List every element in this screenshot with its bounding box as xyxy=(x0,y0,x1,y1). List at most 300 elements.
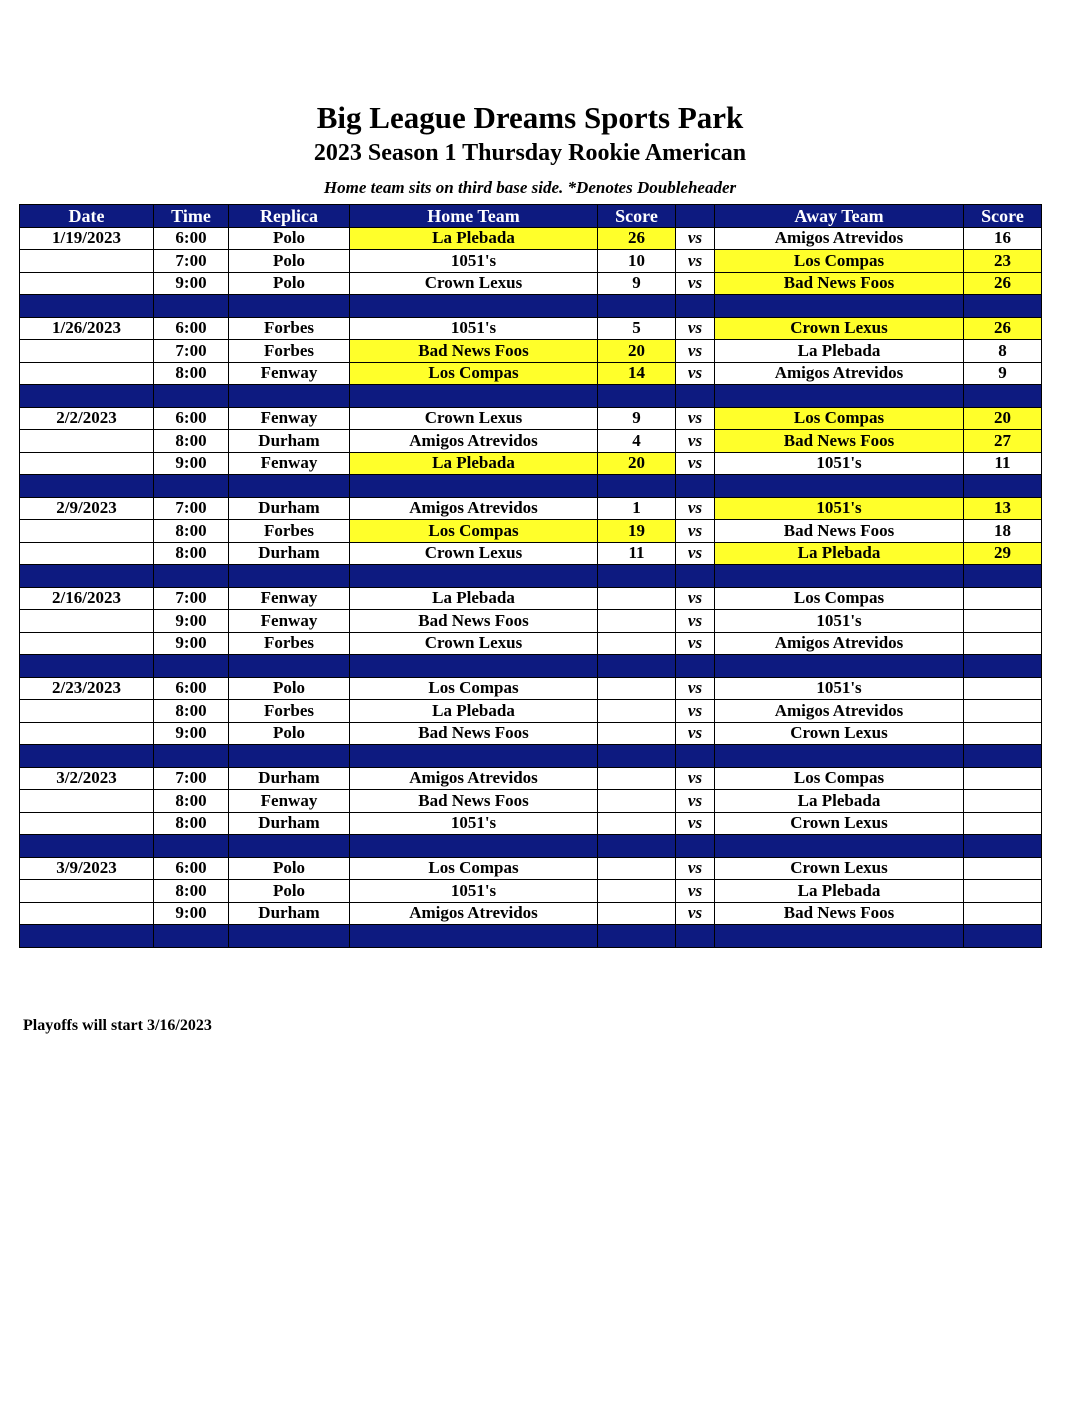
date-cell: 2/16/2023 xyxy=(20,587,154,610)
separator-cell xyxy=(715,925,964,948)
separator-cell xyxy=(598,925,676,948)
away-team-cell: Bad News Foos xyxy=(715,902,964,925)
vs-cell: vs xyxy=(676,880,715,903)
field-cell: Forbes xyxy=(229,340,350,363)
col-header-date: Date xyxy=(20,205,154,228)
vs-cell: vs xyxy=(676,902,715,925)
vs-cell: vs xyxy=(676,587,715,610)
col-header-replica: Replica xyxy=(229,205,350,228)
time-cell: 8:00 xyxy=(154,362,229,385)
home-team-cell: 1051's xyxy=(350,880,598,903)
home-team-cell: Los Compas xyxy=(350,520,598,543)
separator-cell xyxy=(964,835,1042,858)
vs-cell: vs xyxy=(676,677,715,700)
separator-cell xyxy=(154,745,229,768)
time-cell: 9:00 xyxy=(154,610,229,633)
time-cell: 8:00 xyxy=(154,700,229,723)
home-score-cell: 20 xyxy=(598,340,676,363)
away-team-cell: 1051's xyxy=(715,677,964,700)
home-team-cell: Bad News Foos xyxy=(350,340,598,363)
week-separator-row xyxy=(20,295,1042,318)
vs-cell: vs xyxy=(676,317,715,340)
date-cell: 1/19/2023 xyxy=(20,227,154,250)
away-team-cell: Amigos Atrevidos xyxy=(715,227,964,250)
separator-cell xyxy=(229,295,350,318)
separator-cell xyxy=(676,745,715,768)
game-row xyxy=(20,790,1042,813)
separator-cell xyxy=(964,565,1042,588)
vs-cell: vs xyxy=(676,272,715,295)
away-score-cell xyxy=(964,610,1042,633)
home-score-cell xyxy=(598,677,676,700)
game-row xyxy=(20,767,1042,790)
away-team-cell: Crown Lexus xyxy=(715,857,964,880)
time-cell: 6:00 xyxy=(154,677,229,700)
separator-cell xyxy=(20,925,154,948)
home-team-cell: Los Compas xyxy=(350,362,598,385)
separator-cell xyxy=(715,295,964,318)
separator-cell xyxy=(350,655,598,678)
playoffs-note: Playoffs will start 3/16/2023 xyxy=(23,1017,212,1034)
col-header-away-score: Score xyxy=(964,205,1042,228)
field-cell: Fenway xyxy=(229,587,350,610)
home-score-cell: 4 xyxy=(598,430,676,453)
separator-cell xyxy=(350,745,598,768)
separator-cell xyxy=(20,835,154,858)
game-row xyxy=(20,362,1042,385)
away-score-cell: 8 xyxy=(964,340,1042,363)
away-score-cell: 18 xyxy=(964,520,1042,543)
game-row xyxy=(20,452,1042,475)
separator-cell xyxy=(598,295,676,318)
home-score-cell: 1 xyxy=(598,497,676,520)
home-score-cell: 9 xyxy=(598,272,676,295)
home-score-cell xyxy=(598,857,676,880)
away-score-cell: 27 xyxy=(964,430,1042,453)
vs-cell: vs xyxy=(676,227,715,250)
separator-cell xyxy=(676,925,715,948)
field-cell: Polo xyxy=(229,880,350,903)
separator-cell xyxy=(20,565,154,588)
separator-cell xyxy=(20,295,154,318)
field-cell: Fenway xyxy=(229,407,350,430)
game-row xyxy=(20,520,1042,543)
away-team-cell: 1051's xyxy=(715,452,964,475)
field-cell: Polo xyxy=(229,227,350,250)
home-team-cell: 1051's xyxy=(350,317,598,340)
away-score-cell xyxy=(964,880,1042,903)
separator-cell xyxy=(229,745,350,768)
schedule-body xyxy=(20,227,1042,947)
separator-cell xyxy=(350,295,598,318)
page-title: Big League Dreams Sports Park xyxy=(316,100,744,135)
separator-cell xyxy=(154,295,229,318)
week-separator-row xyxy=(20,835,1042,858)
time-cell: 9:00 xyxy=(154,722,229,745)
away-team-cell: 1051's xyxy=(715,610,964,633)
separator-cell xyxy=(715,745,964,768)
away-team-cell: Los Compas xyxy=(715,587,964,610)
home-score-cell: 26 xyxy=(598,227,676,250)
separator-cell xyxy=(20,385,154,408)
home-team-cell: La Plebada xyxy=(350,452,598,475)
date-cell: 3/9/2023 xyxy=(20,857,154,880)
time-cell: 8:00 xyxy=(154,430,229,453)
home-team-cell: Los Compas xyxy=(350,857,598,880)
date-cell xyxy=(20,700,154,723)
separator-cell xyxy=(598,385,676,408)
schedule-table xyxy=(19,204,1042,948)
vs-cell: vs xyxy=(676,520,715,543)
away-team-cell: Amigos Atrevidos xyxy=(715,700,964,723)
separator-cell xyxy=(964,925,1042,948)
time-cell: 8:00 xyxy=(154,790,229,813)
home-score-cell xyxy=(598,790,676,813)
time-cell: 7:00 xyxy=(154,340,229,363)
separator-cell xyxy=(715,565,964,588)
field-cell: Durham xyxy=(229,767,350,790)
game-row xyxy=(20,880,1042,903)
header-row xyxy=(20,205,1042,228)
field-cell: Forbes xyxy=(229,700,350,723)
time-cell: 8:00 xyxy=(154,542,229,565)
separator-cell xyxy=(715,385,964,408)
home-score-cell: 9 xyxy=(598,407,676,430)
game-row xyxy=(20,632,1042,655)
away-score-cell xyxy=(964,700,1042,723)
home-team-cell: Crown Lexus xyxy=(350,632,598,655)
away-team-cell: Crown Lexus xyxy=(715,317,964,340)
home-score-cell xyxy=(598,632,676,655)
separator-cell xyxy=(676,655,715,678)
game-row xyxy=(20,700,1042,723)
home-score-cell: 14 xyxy=(598,362,676,385)
home-team-cell: Amigos Atrevidos xyxy=(350,902,598,925)
date-cell xyxy=(20,790,154,813)
vs-cell: vs xyxy=(676,722,715,745)
date-cell: 2/2/2023 xyxy=(20,407,154,430)
home-score-cell xyxy=(598,610,676,633)
col-header-home-team: Home Team xyxy=(350,205,598,228)
away-team-cell: Bad News Foos xyxy=(715,430,964,453)
home-team-cell: La Plebada xyxy=(350,227,598,250)
separator-cell xyxy=(598,745,676,768)
home-score-cell: 11 xyxy=(598,542,676,565)
vs-cell: vs xyxy=(676,340,715,363)
col-header-away-team: Away Team xyxy=(715,205,964,228)
away-score-cell xyxy=(964,790,1042,813)
field-cell: Durham xyxy=(229,542,350,565)
away-score-cell: 20 xyxy=(964,407,1042,430)
separator-cell xyxy=(964,385,1042,408)
game-row xyxy=(20,227,1042,250)
away-team-cell: La Plebada xyxy=(715,880,964,903)
separator-cell xyxy=(964,745,1042,768)
separator-cell xyxy=(676,385,715,408)
field-cell: Fenway xyxy=(229,790,350,813)
field-cell: Durham xyxy=(229,812,350,835)
time-cell: 6:00 xyxy=(154,857,229,880)
vs-cell: vs xyxy=(676,767,715,790)
date-cell xyxy=(20,880,154,903)
separator-cell xyxy=(964,655,1042,678)
date-cell xyxy=(20,430,154,453)
separator-cell xyxy=(154,475,229,498)
game-row xyxy=(20,610,1042,633)
separator-cell xyxy=(598,655,676,678)
home-team-cell: Amigos Atrevidos xyxy=(350,497,598,520)
away-score-cell xyxy=(964,902,1042,925)
separator-cell xyxy=(154,565,229,588)
date-cell: 1/26/2023 xyxy=(20,317,154,340)
date-cell xyxy=(20,250,154,273)
date-cell xyxy=(20,272,154,295)
separator-cell xyxy=(350,385,598,408)
separator-cell xyxy=(154,835,229,858)
separator-cell xyxy=(20,475,154,498)
separator-cell xyxy=(676,835,715,858)
home-team-cell: La Plebada xyxy=(350,587,598,610)
game-row xyxy=(20,542,1042,565)
vs-cell: vs xyxy=(676,362,715,385)
away-team-cell: La Plebada xyxy=(715,790,964,813)
separator-cell xyxy=(229,475,350,498)
away-team-cell: Amigos Atrevidos xyxy=(715,362,964,385)
away-score-cell: 13 xyxy=(964,497,1042,520)
home-score-cell xyxy=(598,880,676,903)
separator-cell xyxy=(598,835,676,858)
away-score-cell xyxy=(964,632,1042,655)
vs-cell: vs xyxy=(676,610,715,633)
date-cell: 3/2/2023 xyxy=(20,767,154,790)
field-cell: Forbes xyxy=(229,632,350,655)
game-row xyxy=(20,587,1042,610)
time-cell: 6:00 xyxy=(154,407,229,430)
week-separator-row xyxy=(20,385,1042,408)
time-cell: 8:00 xyxy=(154,880,229,903)
col-header-home-score: Score xyxy=(598,205,676,228)
home-score-cell xyxy=(598,700,676,723)
date-cell xyxy=(20,632,154,655)
away-score-cell: 26 xyxy=(964,317,1042,340)
game-row xyxy=(20,677,1042,700)
separator-cell xyxy=(229,925,350,948)
away-score-cell xyxy=(964,812,1042,835)
field-cell: Fenway xyxy=(229,610,350,633)
field-cell: Fenway xyxy=(229,452,350,475)
separator-cell xyxy=(20,655,154,678)
header-note: Home team sits on third base side. *Denotes Doubleheader xyxy=(323,178,737,197)
away-score-cell: 16 xyxy=(964,227,1042,250)
separator-cell xyxy=(350,475,598,498)
home-score-cell xyxy=(598,812,676,835)
home-team-cell: Crown Lexus xyxy=(350,272,598,295)
away-team-cell: Bad News Foos xyxy=(715,272,964,295)
time-cell: 6:00 xyxy=(154,227,229,250)
vs-cell: vs xyxy=(676,857,715,880)
field-cell: Fenway xyxy=(229,362,350,385)
game-row xyxy=(20,902,1042,925)
separator-cell xyxy=(676,295,715,318)
date-cell xyxy=(20,452,154,475)
field-cell: Durham xyxy=(229,497,350,520)
vs-cell: vs xyxy=(676,430,715,453)
home-team-cell: Crown Lexus xyxy=(350,407,598,430)
separator-cell xyxy=(676,475,715,498)
time-cell: 7:00 xyxy=(154,767,229,790)
away-score-cell xyxy=(964,677,1042,700)
separator-cell xyxy=(350,925,598,948)
away-team-cell: 1051's xyxy=(715,497,964,520)
away-score-cell: 29 xyxy=(964,542,1042,565)
away-score-cell xyxy=(964,587,1042,610)
away-score-cell xyxy=(964,722,1042,745)
time-cell: 8:00 xyxy=(154,520,229,543)
date-cell xyxy=(20,542,154,565)
home-team-cell: Amigos Atrevidos xyxy=(350,767,598,790)
week-separator-row xyxy=(20,475,1042,498)
separator-cell xyxy=(715,475,964,498)
home-score-cell: 19 xyxy=(598,520,676,543)
home-team-cell: Bad News Foos xyxy=(350,722,598,745)
date-cell: 2/23/2023 xyxy=(20,677,154,700)
field-cell: Forbes xyxy=(229,317,350,340)
field-cell: Forbes xyxy=(229,520,350,543)
home-score-cell xyxy=(598,587,676,610)
separator-cell xyxy=(598,475,676,498)
date-cell xyxy=(20,362,154,385)
away-team-cell: Los Compas xyxy=(715,767,964,790)
away-team-cell: Los Compas xyxy=(715,250,964,273)
date-cell xyxy=(20,722,154,745)
away-team-cell: Crown Lexus xyxy=(715,812,964,835)
field-cell: Polo xyxy=(229,677,350,700)
vs-cell: vs xyxy=(676,407,715,430)
separator-cell xyxy=(229,835,350,858)
game-row xyxy=(20,317,1042,340)
time-cell: 8:00 xyxy=(154,812,229,835)
separator-cell xyxy=(20,745,154,768)
field-cell: Polo xyxy=(229,857,350,880)
away-score-cell xyxy=(964,857,1042,880)
field-cell: Durham xyxy=(229,902,350,925)
home-team-cell: Amigos Atrevidos xyxy=(350,430,598,453)
home-team-cell: Bad News Foos xyxy=(350,790,598,813)
col-header-vs xyxy=(676,205,715,228)
home-team-cell: 1051's xyxy=(350,250,598,273)
home-score-cell xyxy=(598,722,676,745)
home-score-cell: 5 xyxy=(598,317,676,340)
date-cell xyxy=(20,520,154,543)
away-score-cell: 23 xyxy=(964,250,1042,273)
game-row xyxy=(20,430,1042,453)
field-cell: Polo xyxy=(229,272,350,295)
vs-cell: vs xyxy=(676,632,715,655)
week-separator-row xyxy=(20,925,1042,948)
field-cell: Polo xyxy=(229,722,350,745)
separator-cell xyxy=(154,655,229,678)
date-cell: 2/9/2023 xyxy=(20,497,154,520)
time-cell: 7:00 xyxy=(154,250,229,273)
separator-cell xyxy=(350,835,598,858)
home-team-cell: Bad News Foos xyxy=(350,610,598,633)
separator-cell xyxy=(229,385,350,408)
vs-cell: vs xyxy=(676,790,715,813)
separator-cell xyxy=(229,655,350,678)
game-row xyxy=(20,340,1042,363)
week-separator-row xyxy=(20,745,1042,768)
time-cell: 7:00 xyxy=(154,497,229,520)
vs-cell: vs xyxy=(676,497,715,520)
col-header-time: Time xyxy=(154,205,229,228)
away-team-cell: Bad News Foos xyxy=(715,520,964,543)
away-score-cell xyxy=(964,767,1042,790)
home-team-cell: Crown Lexus xyxy=(350,542,598,565)
home-score-cell xyxy=(598,902,676,925)
game-row xyxy=(20,812,1042,835)
game-row xyxy=(20,407,1042,430)
field-cell: Polo xyxy=(229,250,350,273)
away-team-cell: Amigos Atrevidos xyxy=(715,632,964,655)
away-team-cell: La Plebada xyxy=(715,340,964,363)
week-separator-row xyxy=(20,655,1042,678)
separator-cell xyxy=(964,475,1042,498)
home-team-cell: Los Compas xyxy=(350,677,598,700)
away-team-cell: La Plebada xyxy=(715,542,964,565)
field-cell: Durham xyxy=(229,430,350,453)
date-cell xyxy=(20,812,154,835)
separator-cell xyxy=(154,925,229,948)
away-team-cell: Los Compas xyxy=(715,407,964,430)
away-team-cell: Crown Lexus xyxy=(715,722,964,745)
date-cell xyxy=(20,340,154,363)
separator-cell xyxy=(154,385,229,408)
away-score-cell: 9 xyxy=(964,362,1042,385)
home-team-cell: 1051's xyxy=(350,812,598,835)
game-row xyxy=(20,272,1042,295)
home-score-cell: 20 xyxy=(598,452,676,475)
week-separator-row xyxy=(20,565,1042,588)
vs-cell: vs xyxy=(676,812,715,835)
time-cell: 6:00 xyxy=(154,317,229,340)
vs-cell: vs xyxy=(676,700,715,723)
time-cell: 9:00 xyxy=(154,902,229,925)
vs-cell: vs xyxy=(676,452,715,475)
separator-cell xyxy=(964,295,1042,318)
date-cell xyxy=(20,902,154,925)
vs-cell: vs xyxy=(676,542,715,565)
home-score-cell xyxy=(598,767,676,790)
separator-cell xyxy=(350,565,598,588)
separator-cell xyxy=(715,835,964,858)
home-team-cell: La Plebada xyxy=(350,700,598,723)
time-cell: 9:00 xyxy=(154,452,229,475)
separator-cell xyxy=(676,565,715,588)
vs-cell: vs xyxy=(676,250,715,273)
page-subtitle: 2023 Season 1 Thursday Rookie American xyxy=(313,140,747,166)
separator-cell xyxy=(715,655,964,678)
away-score-cell: 26 xyxy=(964,272,1042,295)
game-row xyxy=(20,497,1042,520)
time-cell: 9:00 xyxy=(154,632,229,655)
game-row xyxy=(20,722,1042,745)
separator-cell xyxy=(229,565,350,588)
game-row xyxy=(20,250,1042,273)
game-row xyxy=(20,857,1042,880)
time-cell: 9:00 xyxy=(154,272,229,295)
separator-cell xyxy=(598,565,676,588)
time-cell: 7:00 xyxy=(154,587,229,610)
